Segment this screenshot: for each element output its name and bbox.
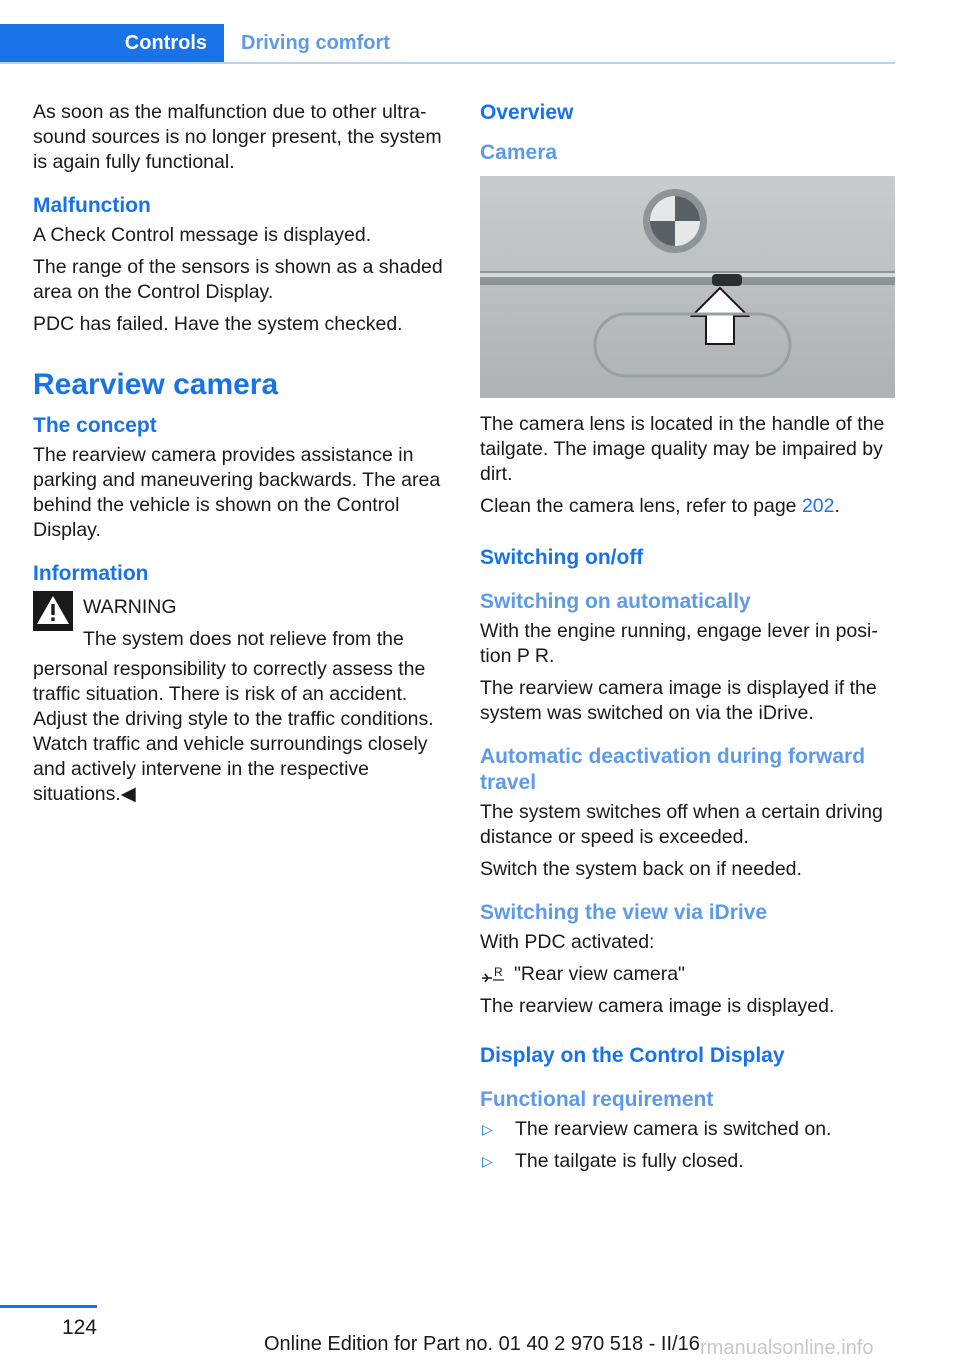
requirement-list: [480, 1117, 896, 1174]
intro-paragraph: As soon as the malfunction due to other ultrasound sources is no longer present, the system is again fully functional.: [33, 101, 442, 173]
view-text-2: The rearview camera image is displayed.: [480, 995, 835, 1017]
concept-text: The rearview camera provides assistance in parking and maneuvering backwards. The area behind the vehicle is shown on the Control Display.: [33, 444, 441, 541]
menu-rear-view-camera: [480, 962, 896, 987]
triangle-bullet-icon: ▷: [482, 1121, 493, 1137]
switching-heading: Switching on/off: [480, 546, 644, 569]
functional-requirement-heading: Functional requirement: [480, 1088, 714, 1111]
list-item: ▷ The rearview camera is switched on.: [482, 1118, 832, 1140]
auto-off-heading: Automatic deactivation during forward travel: [480, 745, 866, 794]
section-title: Rearview camera: [33, 368, 279, 401]
malfunction-text-1: A Check Control message is displayed.: [33, 224, 372, 246]
auto-on-text-1: With the engine running, engage lever in position P R.: [480, 620, 878, 667]
tab-driving-comfort[interactable]: Driving comfort: [241, 31, 390, 54]
parking-camera-icon: [480, 964, 506, 986]
auto-on-text-2: The rearview camera image is displayed if the system was switched on via the iDrive.: [480, 677, 877, 724]
camera-text-1: The camera lens is located in the handle of the tailgate. The image quality may be impaired by dirt.: [480, 413, 885, 485]
view-text-1: With PDC activated:: [480, 931, 655, 953]
page-number: 124: [61, 1316, 97, 1339]
camera-location-photo: [480, 176, 895, 398]
concept-heading: The concept: [33, 414, 157, 437]
malfunction-heading: Malfunction: [33, 194, 151, 217]
warning-icon: [33, 591, 73, 631]
malfunction-text-3: PDC has failed. Have the system checked.: [33, 313, 403, 335]
triangle-bullet-icon: ▷: [482, 1153, 493, 1169]
page-link-202[interactable]: 202: [801, 495, 835, 517]
overview-heading: Overview: [480, 101, 574, 124]
camera-text-2: Clean the camera lens, refer to page 202.: [480, 495, 840, 517]
menu-label: "Rear view camera": [514, 963, 685, 985]
camera-heading: Camera: [480, 141, 558, 164]
display-heading: Display on the Control Display: [480, 1044, 785, 1067]
watermark: rmanualsonline.info: [700, 1337, 874, 1359]
auto-on-heading: Switching on automatically: [480, 590, 751, 613]
warning-label: WARNING: [83, 596, 177, 618]
list-item: ▷ The tailgate is fully closed.: [482, 1150, 744, 1172]
view-heading: Switching the view via iDrive: [480, 901, 768, 924]
svg-text:R: R: [494, 964, 503, 979]
auto-off-text-1: The system switches off when a certain driving distance or speed is exceeded.: [480, 801, 883, 848]
edition-text: Online Edition for Part no. 01 40 2 970 518 - II/16: [264, 1333, 700, 1355]
warning-text: personal responsibility to correctly assess the traffic situation. There is risk of an accident. Adjust the driving style to the traffic conditions. Watch traffic and vehicle surroundings closely and actively intervene in the respective situations.◀: [33, 658, 434, 805]
header-tabbar: [0, 24, 895, 64]
malfunction-text-2: The range of the sensors is shown as a shaded area on the Control Display.: [33, 256, 443, 303]
footer-rule: [0, 1305, 97, 1308]
left-column: [33, 100, 448, 814]
warning-line-1: The system does not relieve from the: [83, 628, 404, 650]
right-column: [480, 100, 896, 1181]
warning-block: [33, 591, 448, 655]
information-heading: Information: [33, 562, 149, 585]
auto-off-text-2: Switch the system back on if needed.: [480, 858, 802, 880]
tab-controls[interactable]: Controls: [0, 24, 224, 62]
